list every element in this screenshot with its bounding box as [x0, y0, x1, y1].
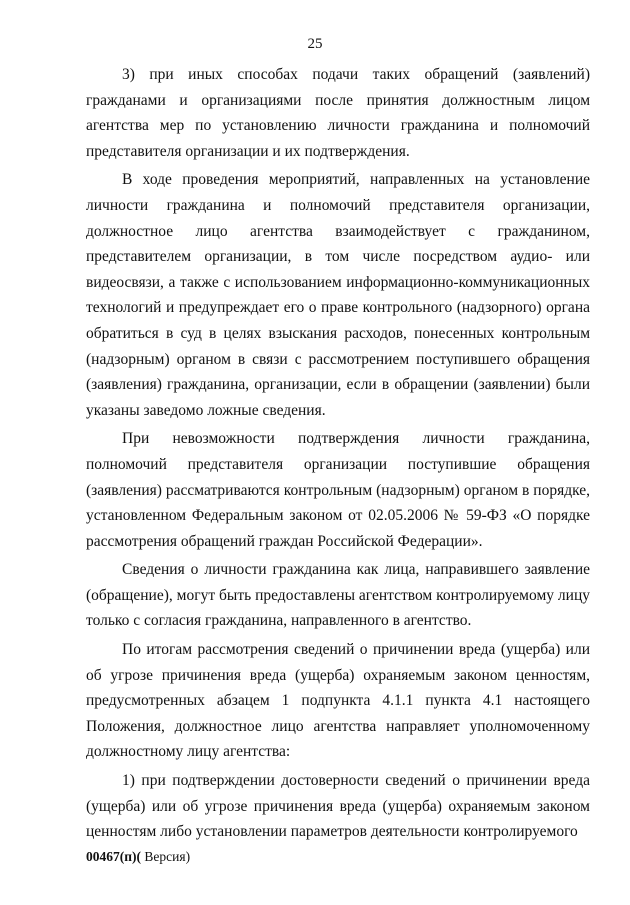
document-footer	[86, 849, 190, 865]
body-text	[86, 62, 590, 845]
page-number: 25	[307, 36, 323, 52]
document-code: 00467(п)(	[86, 849, 142, 864]
paragraph-5: По итогам рассмотрения сведений о причинении вреда (ущерба) или об угрозе причинения вреда (ущерба) охраняемым законом ценностям, предусмотренных абзацем 1 подпункта 4.1.1 пункта 4.1 настоящего Положения, должностное лицо агентства направляет уполномоченному должностному лицу агентства:	[86, 641, 590, 761]
document-version: Версия)	[141, 849, 191, 864]
paragraph-3: При невозможности подтверждения личности гражданина, полномочий представителя организации поступившие обращения (заявления) рассматриваются контрольным (надзорным) органом в порядке, установленном Федеральным законом от 02.05.2006 № 59-ФЗ «О порядке рассмотрения обращений граждан Российской Федерации».	[86, 430, 590, 550]
paragraph-1: 3) при иных способах подачи таких обращений (заявлений) гражданами и организациями после принятия должностным лицом агентства мер по установлению личности гражданина и полномочий представителя организации и их подтверждения.	[86, 66, 590, 160]
paragraph-6: 1) при подтверждении достоверности сведений о причинении вреда (ущерба) или об угрозе причинения вреда (ущерба) охраняемым законом ценностям либо установлении параметров деятельности контролируемого	[86, 772, 590, 841]
paragraph-2: В ходе проведения мероприятий, направленных на установление личности гражданина и полномочий представителя организации, должностное лицо агентства взаимодействует с гражданином, представителем организации, в том числе посредством аудио- или видеосвязи, а также с использованием информационно-коммуникационных технологий и предупреждает его о праве контрольного (надзорного) органа обратиться в суд в целях взыскания расходов, понесенных контрольным (надзорным) органом в связи с рассмотрением поступившего обращения (заявления) гражданина, организации, если в обращении (заявлении) были указаны заведомо ложные сведения.	[86, 171, 590, 419]
paragraph-4: Сведения о личности гражданина как лица, направившего заявление (обращение), могут быть предоставлены агентством контролируемому лицу только с согласия гражданина, направленного в агентство.	[86, 561, 590, 630]
